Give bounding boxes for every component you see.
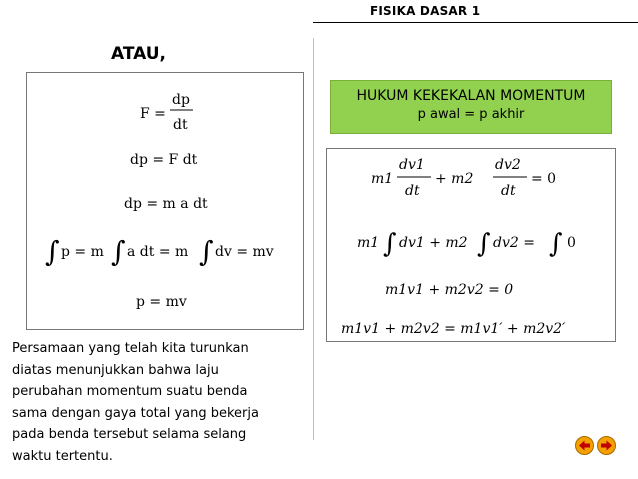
eq4-part-b: a dt = m: [127, 244, 189, 260]
conservation-box: [326, 148, 616, 342]
r1-plus-m2: + m2: [435, 171, 474, 187]
r2-integral-2: ∫: [477, 229, 491, 259]
header-title: FISIKA DASAR 1: [370, 4, 481, 18]
paragraph-line: pada benda tersebut selama selang: [12, 427, 247, 442]
paragraph-line: diatas menunjukkan bahwa laju: [12, 362, 219, 378]
eq5: p = mv: [136, 294, 187, 310]
next-slide-button[interactable]: [597, 436, 616, 455]
law-box: [330, 80, 612, 134]
header-divider: [313, 22, 638, 23]
arrow-left-icon: [576, 437, 593, 454]
r2-middle: dv1 + m2: [399, 235, 468, 251]
paragraph-line: waktu tertentu.: [12, 448, 113, 464]
eq4-part-a: p = m: [61, 244, 104, 260]
r2-m1: m1: [357, 235, 380, 251]
arrow-right-icon: [598, 437, 615, 454]
section-heading: ATAU,: [111, 44, 167, 64]
r1-denominator-2: dt: [501, 183, 516, 199]
paragraph-line: sama dengan gaya total yang bekerja: [12, 405, 259, 421]
r4: m1v1 + m2v2 = m1v1′ + m2v2′: [341, 321, 566, 337]
integral-sign-2: ∫: [111, 235, 126, 268]
r3: m1v1 + m2v2 = 0: [385, 282, 514, 298]
vertical-divider: [313, 38, 314, 440]
paragraph-line: Persamaan yang telah kita turunkan: [12, 341, 249, 356]
eq1-denominator: dt: [173, 117, 188, 133]
integral-sign-1: ∫: [45, 235, 60, 268]
eq1-numerator: dp: [172, 92, 190, 108]
r2-integral-3: ∫: [549, 229, 563, 259]
r2-zero: 0: [567, 235, 576, 251]
derivation-box: [26, 72, 304, 330]
previous-slide-button[interactable]: [575, 436, 594, 455]
conservation-equations: [327, 149, 615, 341]
eq3: dp = m a dt: [124, 196, 208, 212]
law-subtitle: p awal = p akhir: [417, 107, 525, 122]
r1-numerator-2: dv2: [495, 157, 521, 173]
integral-sign-3: ∫: [199, 235, 214, 268]
r1-numerator-1: dv1: [399, 157, 425, 173]
r1-m1: m1: [371, 171, 394, 187]
paragraph-line: perubahan momentum suatu benda: [12, 384, 248, 399]
explanation-paragraph: [12, 338, 312, 467]
derivation-equations: [27, 73, 303, 329]
eq2: dp = F dt: [130, 152, 198, 168]
eq1-lhs: F =: [140, 106, 166, 122]
r1-equals-zero: = 0: [531, 171, 557, 187]
r2-right: dv2 =: [493, 235, 535, 251]
r1-denominator-1: dt: [405, 183, 420, 199]
law-title: HUKUM KEKEKALAN MOMENTUM: [356, 88, 586, 104]
r2-integral-1: ∫: [383, 229, 397, 259]
eq4-part-c: dv = mv: [215, 244, 274, 260]
